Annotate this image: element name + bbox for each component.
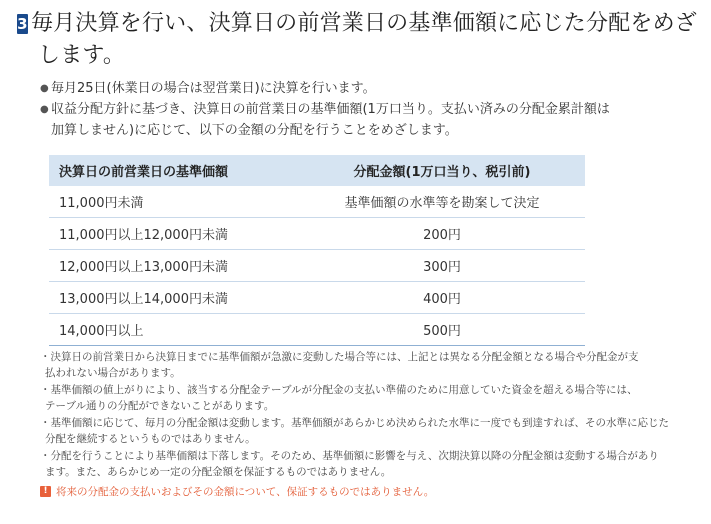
note-text-line: テーブル通りの分配ができないことがあります。: [45, 400, 275, 412]
table-row: [49, 282, 585, 314]
note-text-line: ・分配を行うことにより基準価額は下落します。そのため、基準価額に影響を与え、次期決算以降の分配金額は変動する場合があり: [40, 450, 659, 462]
heading-text-line1: 毎月決算を行い、決算日の前営業日の基準価額に応じた分配をめざ: [30, 11, 697, 36]
note-text-line: ・基準価額に応じて、毎月の分配金額は変動します。基準価額があらかじめ決められた水準に一度でも到達すれば、その水準に応じた: [40, 417, 669, 429]
table-row: [49, 186, 585, 218]
warning-notice: [40, 484, 434, 499]
section-number-badge: 3: [17, 15, 28, 33]
table-header-row: [49, 155, 585, 186]
note-text-line: 払われない場合があります。: [45, 367, 181, 379]
note-item: [40, 382, 700, 414]
column-header-distribution: 分配金額(1万口当り、税引前): [299, 155, 585, 186]
column-header-nav: 決算日の前営業日の基準価額: [49, 155, 299, 186]
note-text-line: ・基準価額の値上がりにより、該当する分配金テーブルが分配金の支払い準備のために用意していた資金を超える場合等には、: [40, 384, 638, 396]
bullet-text: [51, 78, 700, 99]
bullet-text-line: 毎月25日(休業日の場合は翌営業日)に決算を行います。: [51, 81, 376, 96]
table-cell-nav: 14,000円以上: [49, 314, 299, 346]
note-item: [40, 349, 700, 381]
notes-list: [40, 349, 700, 481]
table-cell-amount: 400円: [299, 282, 585, 314]
table-row: [49, 314, 585, 346]
table-cell-nav: 12,000円以上13,000円未満: [49, 250, 299, 282]
table-cell-amount: 基準価額の水準等を勘案して決定: [299, 186, 585, 218]
warning-icon: !: [40, 486, 51, 497]
table-cell-amount: 200円: [299, 218, 585, 250]
note-item: [40, 448, 700, 480]
note-item: [40, 415, 700, 447]
note-text-line: 分配を継続するというものではありません。: [45, 433, 256, 445]
bullet-text-line: 収益分配方針に基づき、決算日の前営業日の基準価額(1万口当り。支払い済みの分配金累計額は: [51, 102, 610, 117]
bullet-dot-icon: ●: [40, 104, 49, 115]
note-text-line: ・決算日の前営業日から決算日までに基準価額が急激に変動した場合等には、上記とは異なる分配金額となる場合や分配金が支: [40, 351, 639, 363]
table-cell-nav: 11,000円以上12,000円未満: [49, 218, 299, 250]
table-cell-nav: 13,000円以上14,000円未満: [49, 282, 299, 314]
table-cell-amount: 300円: [299, 250, 585, 282]
table-cell-nav: 11,000円未満: [49, 186, 299, 218]
heading-text-line2: します。: [38, 43, 126, 68]
table-row: [49, 250, 585, 282]
distribution-table: [49, 155, 585, 346]
bullet-item: [40, 78, 700, 99]
bullet-item: [40, 99, 700, 141]
table-row: [49, 218, 585, 250]
table-cell-amount: 500円: [299, 314, 585, 346]
bullet-list: [40, 78, 700, 141]
bullet-text-line: 加算しません)に応じて、以下の金額の分配を行うことをめざします。: [51, 123, 458, 138]
section-heading: [17, 8, 697, 72]
bullet-dot-icon: ●: [40, 83, 49, 94]
heading-line-1: [17, 8, 697, 40]
note-text-line: ます。また、あらかじめ一定の分配金額を保証するものではありません。: [45, 466, 392, 478]
warning-text: 将来の分配金の支払いおよびその金額について、保証するものではありません。: [56, 486, 435, 498]
bullet-text: [51, 99, 700, 141]
